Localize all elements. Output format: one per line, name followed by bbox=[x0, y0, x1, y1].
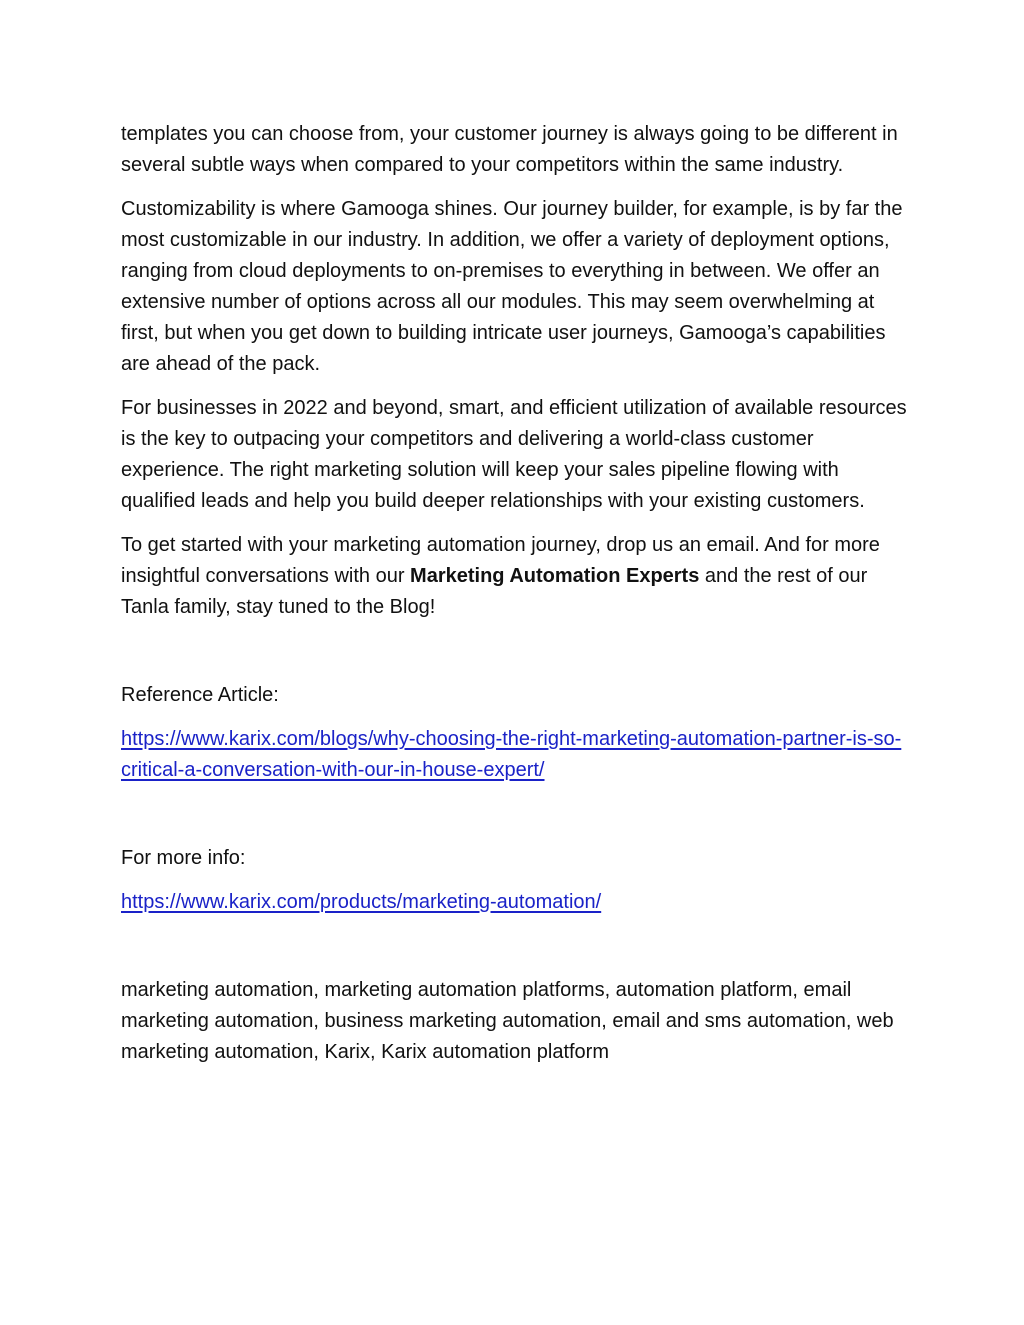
keywords-paragraph: marketing automation, marketing automation platforms, automation platform, email marketing automation, business marketing automation, email and sms automation, web marketing automation, Karix, Karix automation platform bbox=[121, 979, 894, 1063]
more-info-link[interactable]: https://www.karix.com/products/marketing-automation/ bbox=[121, 891, 602, 913]
marketing-automation-experts-bold: Marketing Automation Experts bbox=[410, 565, 700, 587]
document-body bbox=[121, 119, 911, 1081]
reference-article-label: Reference Article: bbox=[121, 684, 279, 706]
spacer bbox=[121, 636, 911, 680]
reference-article-link[interactable]: https://www.karix.com/blogs/why-choosing-the-right-marketing-automation-partner-is-so-critical-a-conversation-with-our-in-house-expert/ bbox=[121, 728, 902, 781]
paragraph-templates: templates you can choose from, your customer journey is always going to be different in several subtle ways when compared to your competitors within the same industry. bbox=[121, 123, 898, 176]
paragraph-get-started bbox=[121, 530, 911, 623]
paragraph-businesses: For businesses in 2022 and beyond, smart, and efficient utilization of available resources is the key to outpacing your competitors and delivering a world-class customer experience. The right marketing solution will keep your sales pipeline flowing with qualified leads and help you build deeper relationships with your existing customers. bbox=[121, 397, 907, 512]
get-started-text: To get started with your marketing automation journey, drop us an email. And for more insightful conversations with our bbox=[121, 534, 880, 587]
more-info-label: For more info: bbox=[121, 847, 246, 869]
get-started-text-end: and the rest of our Tanla family, stay tuned to the Blog! bbox=[121, 565, 868, 618]
paragraph-customizability: Customizability is where Gamooga shines. Our journey builder, for example, is by far the most customizable in our industry. In addition, we offer a variety of deployment options, ranging from cloud deployments to on-premises to everything in between. We offer an extensive number of options across all our modules. This may seem overwhelming at first, but when you get down to building intricate user journeys, Gamooga’s capabilities are ahead of the pack. bbox=[121, 198, 903, 375]
spacer bbox=[121, 918, 911, 975]
spacer bbox=[121, 786, 911, 843]
